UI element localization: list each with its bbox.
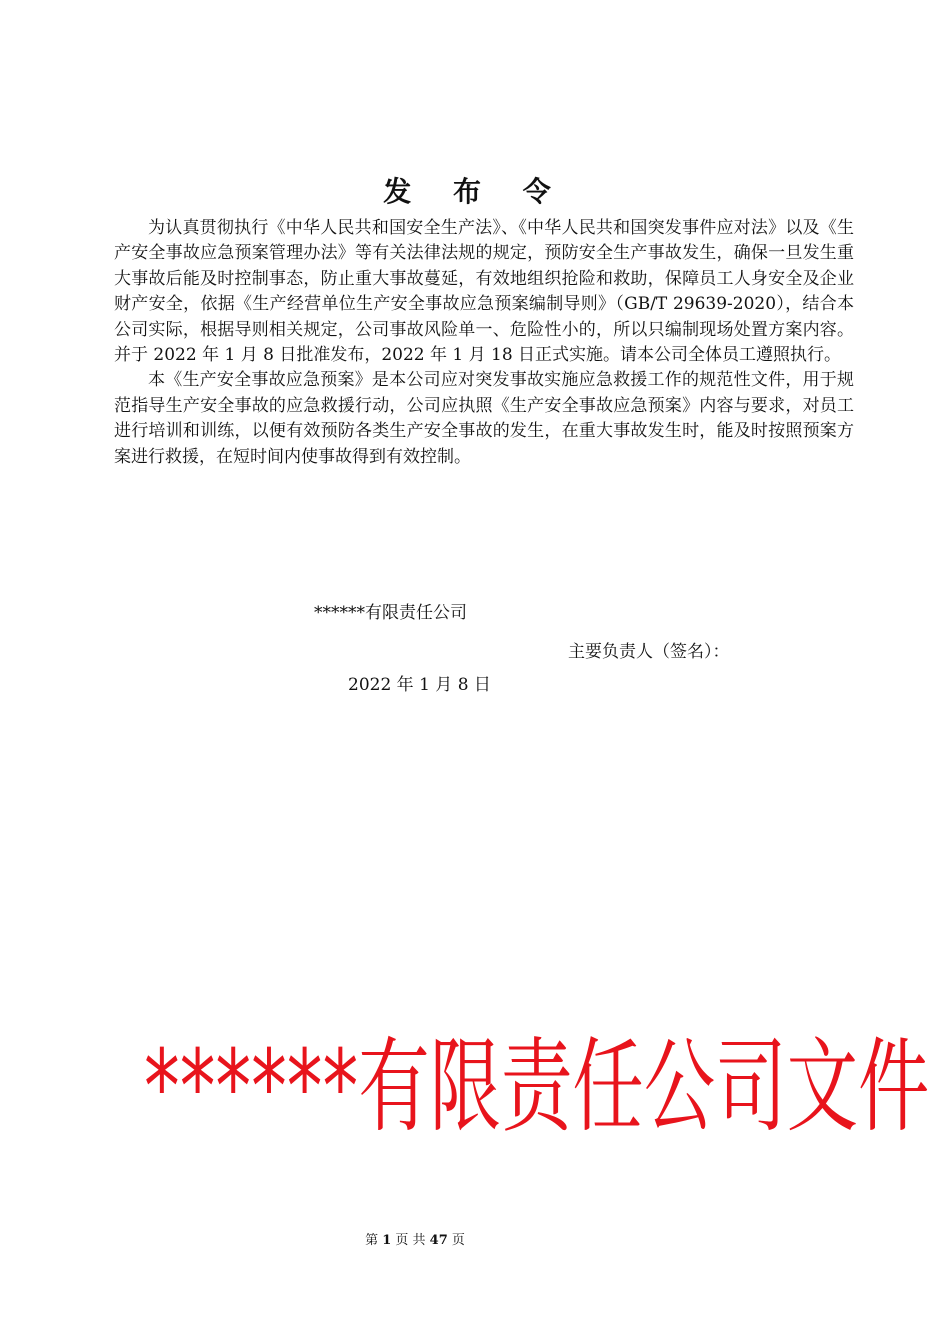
page-number: 1 xyxy=(382,1233,392,1248)
footer-suffix: 页 xyxy=(447,1233,465,1248)
paragraph: 本《生产安全事故应急预案》是本公司应对突发事故实施应急救援工作的规范性文件，用于规范指导生产安全事故的应急救援行动，公司应执照《生产安全事故应急预案》内容与要求，对员工进行培训和训练，以便有效预防各类生产安全事故的发生，在重大事故发生时，能及时按照预案方案进行救援，在短时间内使事故得到有效控制。 xyxy=(114,370,854,467)
company-name: ******有限责任公司 xyxy=(314,603,467,623)
paragraph: 为认真贯彻执行《中华人民共和国安全生产法》、《中华人民共和国突发事件应对法》以及《生产安全事故应急预案管理办法》等有关法律法规的规定，预防安全生产事故发生，确保一旦发生重大事故后能及时控制事态，防止重大事故蔓延，有效地组织抢险和救助，保障员工人身安全及企业财产安全，依据《生产经营单位生产安全事故应急预案编制导则》（GB/T 29639-2020），结合本公司实际，根据导则相关规定，公司事故风险单一、危险性小的，所以只编制现场处置方案内容。并于 2022 年 1 月 8 日批准发布，2022 年 1 月 18 日正式实施。请本公司全体员工遵照执行。 xyxy=(114,218,854,366)
signer-label: 主要负责人（签名）： xyxy=(568,642,730,662)
issue-date: 2022 年 1 月 8 日 xyxy=(348,675,491,695)
footer-prefix: 第 xyxy=(365,1233,383,1248)
red-document-header: ******有限责任公司文件 xyxy=(144,1028,930,1147)
document-title: 发 布 令 xyxy=(383,175,567,208)
page-footer xyxy=(0,1229,830,1248)
footer-middle: 页 共 xyxy=(391,1233,430,1248)
page-total: 47 xyxy=(429,1233,448,1248)
document-body xyxy=(114,216,854,470)
